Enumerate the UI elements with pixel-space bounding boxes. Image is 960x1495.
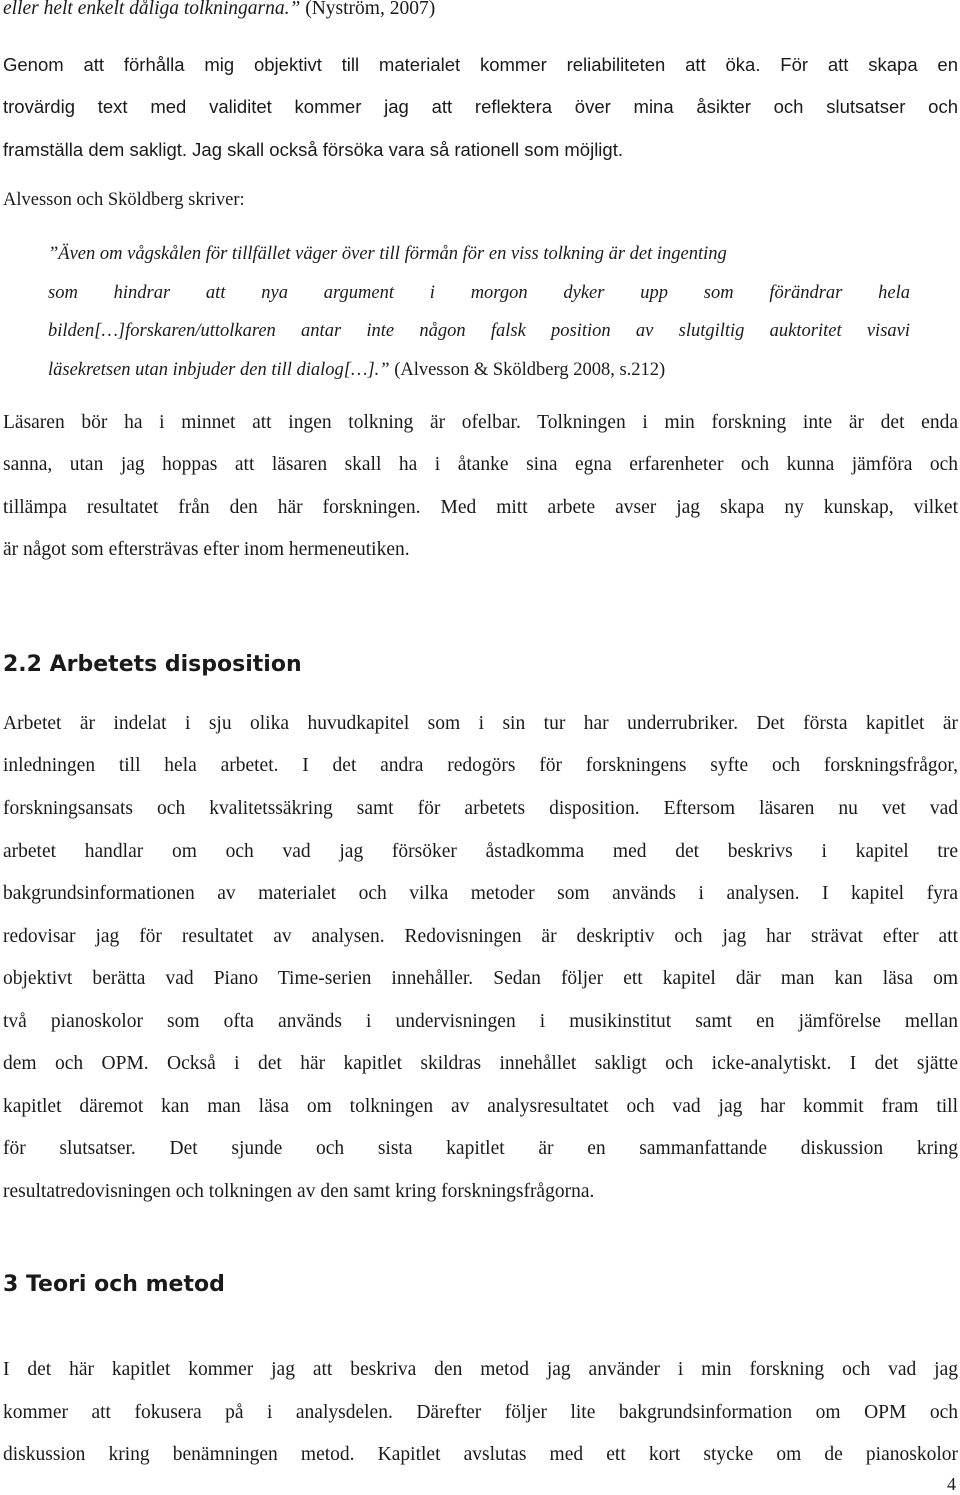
section-heading: 3 Teori och metod xyxy=(3,1272,225,1297)
paragraph-line: sanna, utan jag hoppas att läsaren skall ha i åtanke sina egna erfarenheter och kunna jämföra och xyxy=(3,454,958,475)
block-quote-line: som hindrar att nya argument i morgon dyker upp som förändrar hela xyxy=(48,283,910,303)
paragraph-line: Genom att förhålla mig objektivt till materialet kommer reliabiliteten att öka. För att skapa en xyxy=(3,54,958,75)
paragraph-line: kapitlet däremot kan man läsa om tolkningen av analysresultatet och vad jag har kommit fram till xyxy=(3,1096,958,1117)
paragraph-line: kommer att fokusera på i analysdelen. Därefter följer lite bakgrundsinformation om OPM och xyxy=(3,1402,958,1423)
paragraph-line: för slutsatser. Det sjunde och sista kapitlet är en sammanfattande diskussion kring xyxy=(3,1138,958,1159)
paragraph-line: Läsaren bör ha i minnet att ingen tolkning är ofelbar. Tolkningen i min forskning inte är det enda xyxy=(3,412,958,433)
paragraph-line: två pianoskolor som ofta används i undervisningen i musikinstitut samt en jämförelse mellan xyxy=(3,1011,958,1032)
quote-citation: (Alvesson & Sköldberg 2008, s.212) xyxy=(389,360,666,380)
citation: (Nyström, 2007) xyxy=(300,0,436,19)
block-quote-line: ”Även om vågskålen för tillfället väger över till förmån för en viss tolkning är det ingenting xyxy=(48,244,727,264)
paragraph-line: objektivt berätta vad Piano Time-serien innehåller. Sedan följer ett kapitel där man kan läsa om xyxy=(3,968,958,989)
paragraph-line: I det här kapitlet kommer jag att beskriva den metod jag använder i min forskning och vad jag xyxy=(3,1359,958,1380)
paragraph-line: resultatredovisningen och tolkningen av den samt kring forskningsfrågorna. xyxy=(3,1181,595,1202)
quote-intro: Alvesson och Sköldberg skriver: xyxy=(3,190,245,210)
paragraph-line: Arbetet är indelat i sju olika huvudkapitel som i sin tur har underrubriker. Det första kapitlet är xyxy=(3,713,958,734)
paragraph-line: framställa dem sakligt. Jag skall också försöka vara så rationell som möjligt. xyxy=(3,139,623,160)
quote-last-text: läsekretsen utan inbjuder den till dialog[…].” xyxy=(48,360,390,380)
paragraph-line: arbetet handlar om och vad jag försöker åstadkomma med det beskrivs i kapitel tre xyxy=(3,841,958,862)
paragraph-line: forskningsansats och kvalitetssäkring samt för arbetets disposition. Eftersom läsaren nu vet vad xyxy=(3,798,958,819)
paragraph-line: tillämpa resultatet från den här forskningen. Med mitt arbete avser jag skapa ny kunskap, vilket xyxy=(3,497,958,518)
quote-end-text: eller helt enkelt dåliga tolkningarna.” xyxy=(3,0,301,19)
paragraph-line: redovisar jag för resultatet av analysen. Redovisningen är deskriptiv och jag har strävat efter att xyxy=(3,926,958,947)
paragraph-line: bakgrundsinformationen av materialet och vilka metoder som används i analysen. I kapitel fyra xyxy=(3,883,958,904)
block-quote-line xyxy=(48,357,665,383)
paragraph-line: är något som eftersträvas efter inom hermeneutiken. xyxy=(3,539,410,560)
paragraph-line: dem och OPM. Också i det här kapitlet skildras innehållet sakligt och icke-analytiskt. I det sjätte xyxy=(3,1053,958,1074)
block-quote-line: bilden[…]forskaren/uttolkaren antar inte någon falsk position av slutgiltig auktoritet visavi xyxy=(48,321,910,341)
page-number: 4 xyxy=(947,1474,956,1494)
paragraph-line: inledningen till hela arbetet. I det andra redogörs för forskningens syfte och forskningsfrågor, xyxy=(3,755,958,776)
section-heading: 2.2 Arbetets disposition xyxy=(3,652,302,677)
paragraph-line: trovärdig text med validitet kommer jag att reflektera över mina åsikter och slutsatser och xyxy=(3,96,958,117)
paragraph-line: diskussion kring benämningen metod. Kapitlet avslutas med ett kort stycke om de pianoskolor xyxy=(3,1444,958,1465)
continuation-line xyxy=(3,0,435,22)
